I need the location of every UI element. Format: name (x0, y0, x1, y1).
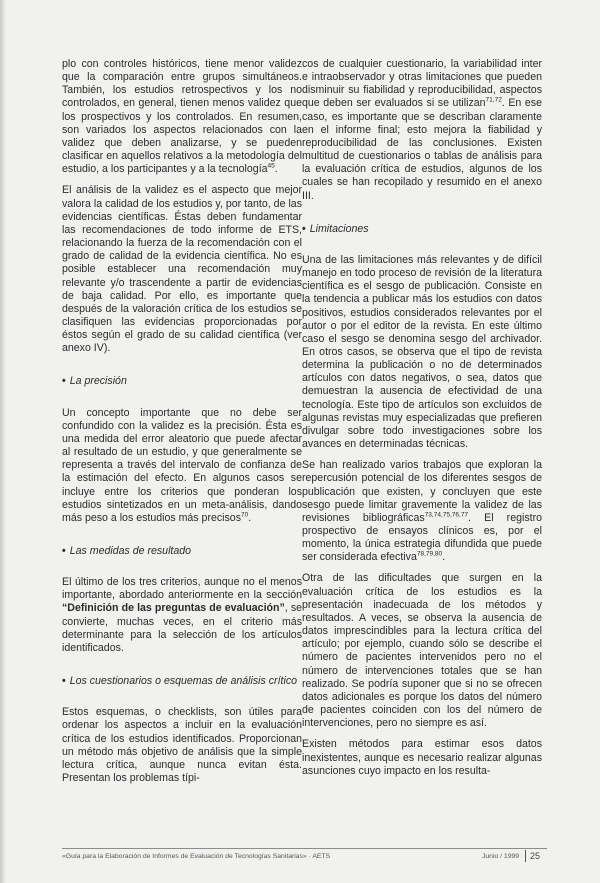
right-column (302, 58, 542, 786)
page-footer (62, 848, 547, 866)
paragraph: El análisis de la validez es el aspecto que mejor valora la calidad de los estudios y, por tanto, de las evidencias científicas. Éstas deben fundamentar las recomendaciones de todo informe de ETS, relacionando la fuerza de la recomendación con el grado de calidad de la evidencia científica. No es posible establecer una recomendación muy relevante y/o trascendente a partir de evidencias de baja calidad. Por ello, es importante que después de la valoración crítica de los estudios se clasifiquen las evidencias proporcionadas por éstos según el grado de su calidad científica (ver anexo IV). (62, 184, 302, 355)
paragraph: plo con controles históricos, tiene menor validez que la comparación entre grupos simultáneos. También, los estudios retrospectivos y los no controlados, en general, tienen menos validez que los prospectivos y los controlados. En resumen, son variados los aspectos relacionados con la validez que deben analizarse, y se pueden clasificar en aquellos relativos a la metodología del estudio, a los participantes y a la tecnología$^{45}$. (62, 58, 302, 176)
paragraph: Un concepto importante que no debe ser confundido con la validez es la precisión. Ésta es una medida del error aleatorio que puede afectar al resultado de un estudio, y que generalmente se representa a través del intervalo de confianza de la estimación del efecto. En algunos casos se incluye entre los criterios que ponderan los estudios sintetizados en un meta-análisis, dando más peso a los estudios más precisos$^{70}$. (62, 406, 302, 524)
section-heading: • Las medidas de resultado (62, 545, 192, 557)
paragraph: Estos esquemas, o checklists, son útiles para ordenar los aspectos a incluir en la evaluación crítica de los estudios identificados. Proporcionan un método más objetivo de análisis que la simple lectura crítica, aunque nunca evitan ésta. Presentan los problemas típi- (62, 706, 302, 785)
section-heading: • Los cuestionarios o esquemas de análisis crítico (62, 675, 298, 688)
footer-divider (525, 850, 526, 862)
section-heading: • La precisión (62, 375, 127, 388)
paragraph: Otra de las dificultades que surgen en la evaluación crítica de los estudios es la presentación inadecuada de los métodos y resultados. A veces, se observa la ausencia de datos imprescindibles para la lectura crítica del artículo; por ejemplo, cuando sólo se describe el número de pacientes intervenidos pero no el número de intervenciones totales que se han realizado. Se podría suponer que si no se ofrecen datos adicionales es porque los datos del número de pacientes coinciden con los del número de intervenciones, pero no siempre es así. (302, 572, 542, 730)
bullet-icon: • (62, 675, 66, 688)
left-column (62, 58, 302, 793)
footer-date: Junio / 1999 (482, 853, 520, 860)
paragraph: El último de los tres criterios, aunque no el menos importante, abordado anteriormente en la sección “Definición de las preguntas de evaluación”, se convierte, muchas veces, en el criterio más determinante para la selección de los artículos identificados. (62, 576, 303, 654)
bullet-icon: • (62, 375, 66, 388)
scan-edge (0, 0, 6, 883)
paragraph: Una de las limitaciones más relevantes y de difícil manejo en todo proceso de revisión de la literatura científica es el sesgo de publicación. Consiste en la tendencia a publicar más los estudios con datos positivos, estudios considerados relevantes por el autor o por el editor de la revista. En este último caso el sesgo se denomina sesgo del archivador. En otros casos, se observa que el tipo de revista determina la publicación o no de determinados artículos con datos negativos, o sea, datos que demuestran la ausencia de efectividad de una tecnología. Este tipo de artículos son excluidos de algunas revistas muy especializadas que prefieren divulgar sobre todo investigaciones sobre los avances en determinadas técnicas. (302, 253, 542, 451)
bullet-icon: • (302, 222, 306, 235)
bullet-icon: • (62, 545, 66, 557)
paragraph: Se han realizado varios trabajos que exploran la repercusión potencial de los diferentes sesgos de publicación que existen, y concluyen que este sesgo puede limitar gravemente la validez de las revisiones bibliográficas$^{73,74,75,76,77}$. El registro prospectivo de ensayos clínicos es, por el momento, la única estrategia difundida que puede ser considerada efectiva$^{78,79,80}$. (302, 459, 543, 564)
footer-title: «Guía para la Elaboración de Informes de Evaluación de Tecnologías Sanitarias» · AETS (62, 853, 331, 860)
paragraph: Existen métodos para estimar esos datos inexistentes, aunque es necesario realizar algunas asunciones cuyo impacto en los resulta- (302, 738, 542, 777)
section-heading: • Limitaciones (302, 222, 369, 235)
page-number: 25 (530, 851, 541, 861)
paragraph: cos de cualquier cuestionario, la variabilidad inter e intraobservador y otras limitaciones que pueden disminuir su fiabilidad y reproducibilidad, aspectos que deben ser evaluados si se utilizan$^{71,72}$. En ese caso, es importante que se describan claramente en el informe final; esto mejora la fiabilidad y reproducibilidad de las conclusiones. Existen multitud de cuestionarios o tablas de análisis para la evaluación crítica de estudios, algunos de los cuales se han recopilado y resumido en el anexo III. (302, 58, 543, 202)
